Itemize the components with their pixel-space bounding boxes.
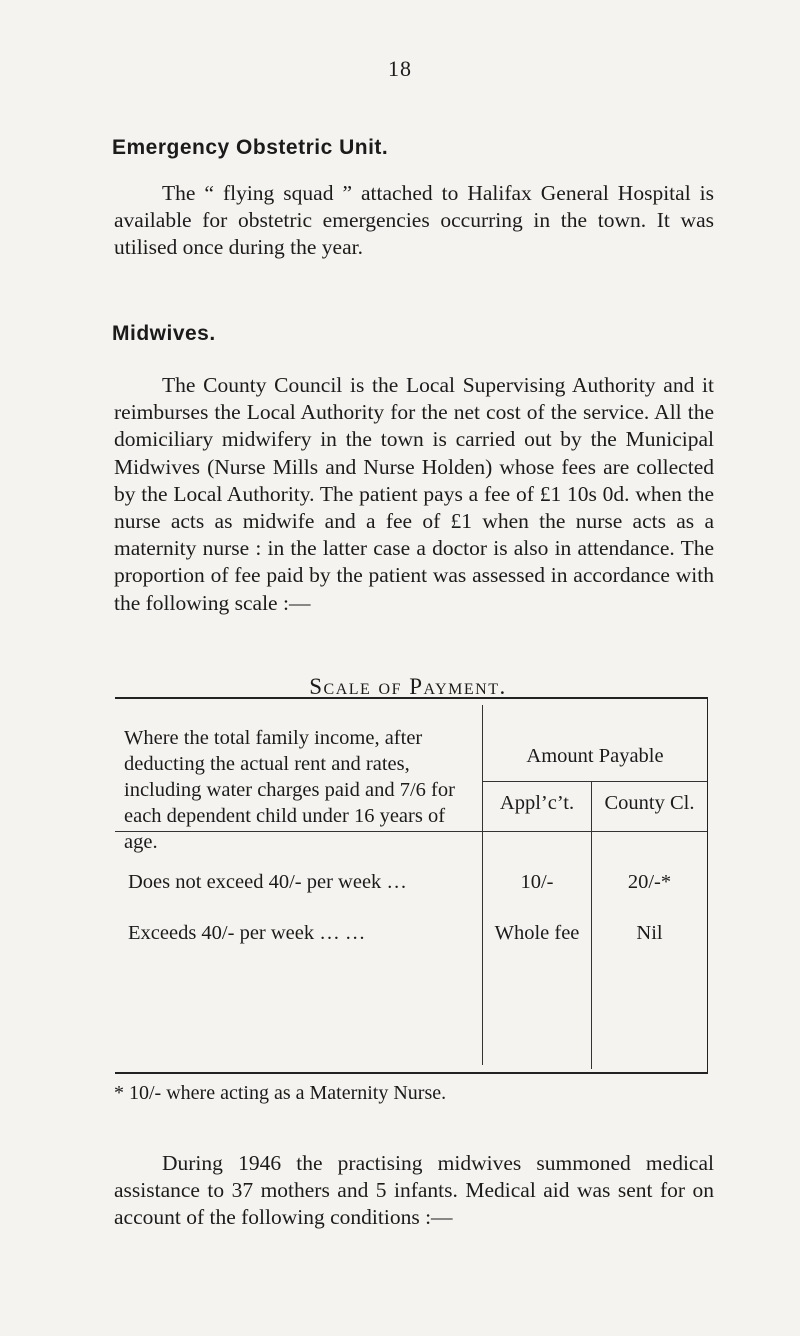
paragraph-emergency-obstetric-unit: The “ flying squad ” attached to Halifax General Hospital is available for obstetric emergencies occurring in the town. It was utilised once during the year. bbox=[114, 181, 714, 260]
applicant-column-header: Appl’c’t. bbox=[499, 792, 575, 814]
amount-payable-header: Amount Payable bbox=[526, 745, 664, 767]
county-council-column-header: County Cl. bbox=[604, 792, 695, 814]
row-condition: Does not exceed 40/- per week … bbox=[128, 871, 407, 893]
section-heading-midwives: Midwives. bbox=[112, 322, 216, 345]
scale-of-payment-title: Scale of Payment. bbox=[309, 674, 507, 699]
table-divider-subheader bbox=[482, 781, 707, 782]
income-condition-header: Where the total family income, after deducting the actual rent and rates, including water charges paid and 7/6 for each dependent child under 16 years of age. bbox=[124, 727, 455, 853]
paragraph-medical-assistance: During 1946 the practising midwives summoned medical assistance to 37 mothers and 5 infants. Medical aid was sent for on account of the following conditions :— bbox=[114, 1151, 714, 1230]
row-condition: Exceeds 40/- per week … … bbox=[128, 922, 366, 944]
page-number: 18 bbox=[388, 56, 412, 81]
row-applicant-amount: Whole fee bbox=[494, 922, 580, 944]
section-heading-emergency-obstetric-unit: Emergency Obstetric Unit. bbox=[112, 136, 389, 159]
table-footnote: * 10/- where acting as a Maternity Nurse. bbox=[114, 1082, 447, 1104]
row-applicant-amount: 10/- bbox=[520, 871, 554, 893]
row-county-amount: Nil bbox=[636, 922, 663, 944]
scale-of-payment-table bbox=[115, 697, 708, 1074]
row-county-amount: 20/-* bbox=[627, 871, 672, 893]
paragraph-midwives: The County Council is the Local Supervising Authority and it reimburses the Local Authority for the net cost of the service. All the domiciliary midwifery in the town is carried out by the Municipal Midwives (Nurse Mills and Nurse Holden) whose fees are collected by the Local Authority. The patient pays a fee of £1 10s 0d. when the nurse acts as midwife and a fee of £1 when the nurse acts as a maternity nurse : in the latter case a doctor is also in attendance. The proportion of fee paid by the patient was assessed in accordance with the following scale :— bbox=[114, 373, 714, 615]
